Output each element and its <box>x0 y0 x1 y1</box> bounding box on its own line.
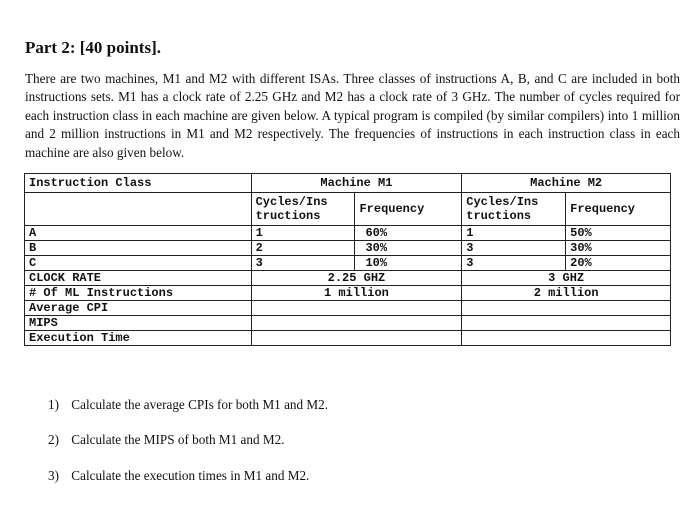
table-row-b <box>25 241 671 256</box>
m2-average-cpi <box>462 301 671 316</box>
m2-frequency-header: Frequency <box>566 193 671 226</box>
question-1 <box>48 397 328 413</box>
class-label: A <box>25 226 252 241</box>
execution-time-label: Execution Time <box>25 331 252 346</box>
header-instruction-class: Instruction Class <box>25 174 252 193</box>
question-text: Calculate the average CPIs for both M1 and M2. <box>71 397 329 412</box>
m1-cycles: 1 <box>251 226 355 241</box>
clock-rate-label: CLOCK RATE <box>25 271 252 286</box>
m2-cycles-header-line2: tructions <box>466 209 532 223</box>
table-header-row <box>25 174 671 193</box>
mips-label: MIPS <box>25 316 252 331</box>
m1-cycles-header-line2: tructions <box>255 209 321 223</box>
m1-cycles: 2 <box>251 241 355 256</box>
m1-clock-rate: 2.25 GHZ <box>251 271 462 286</box>
m2-clock-rate: 3 GHZ <box>462 271 671 286</box>
m2-cycles: 3 <box>462 241 566 256</box>
table-row-instructions <box>25 286 671 301</box>
question-number: 3) <box>48 468 59 483</box>
table-row-average-cpi <box>25 301 671 316</box>
question-number: 1) <box>48 397 59 412</box>
table-row-clock-rate <box>25 271 671 286</box>
header-machine-m1: Machine M1 <box>251 174 462 193</box>
m1-frequency: 30% <box>355 241 462 256</box>
m2-mips <box>462 316 671 331</box>
table-row-mips <box>25 316 671 331</box>
question-number: 2) <box>48 432 59 447</box>
class-label: B <box>25 241 252 256</box>
table-subheader-row <box>25 193 671 226</box>
machine-spec-table <box>24 173 671 346</box>
class-label: C <box>25 256 252 271</box>
intro-paragraph: There are two machines, M1 and M2 with different ISAs. Three classes of instructions A, B, and C are included in both instructions sets. M1 has a clock rate of 2.25 GHz and M2 has a clock rate of 3 GHz. The number of cycles required for each instruction class in each machine are given below. A typical program is compiled (by similar compilers) into 1 million and 2 million instructions in M1 and M2 respectively. The frequencies of instructions in each instruction class in each machine are also given below. <box>25 71 680 160</box>
m1-execution-time <box>251 331 462 346</box>
m1-frequency: 10% <box>355 256 462 271</box>
question-3 <box>48 468 309 484</box>
m2-instructions: 2 million <box>462 286 671 301</box>
table-row-a <box>25 226 671 241</box>
m2-frequency: 20% <box>566 256 671 271</box>
m2-cycles: 1 <box>462 226 566 241</box>
question-2 <box>48 432 284 448</box>
instructions-label: # Of ML Instructions <box>25 286 252 301</box>
m1-instructions: 1 million <box>251 286 462 301</box>
m2-cycles: 3 <box>462 256 566 271</box>
average-cpi-label: Average CPI <box>25 301 252 316</box>
m1-cycles: 3 <box>251 256 355 271</box>
m2-frequency: 30% <box>566 241 671 256</box>
subheader-blank <box>25 193 252 226</box>
page-title: Part 2: [40 points]. <box>25 38 161 57</box>
m1-cycles-header-line1: Cycles/Ins <box>255 195 328 209</box>
m1-frequency-header: Frequency <box>355 193 462 226</box>
question-text: Calculate the MIPS of both M1 and M2. <box>71 432 285 447</box>
question-text: Calculate the execution times in M1 and M2. <box>71 468 310 483</box>
m1-average-cpi <box>251 301 462 316</box>
m1-frequency: 60% <box>355 226 462 241</box>
table-row-execution-time <box>25 331 671 346</box>
m1-mips <box>251 316 462 331</box>
m1-cycles-header <box>251 193 355 226</box>
header-machine-m2: Machine M2 <box>462 174 671 193</box>
m2-cycles-header-line1: Cycles/Ins <box>466 195 539 209</box>
m2-frequency: 50% <box>566 226 671 241</box>
m2-cycles-header <box>462 193 566 226</box>
table-row-c <box>25 256 671 271</box>
m2-execution-time <box>462 331 671 346</box>
